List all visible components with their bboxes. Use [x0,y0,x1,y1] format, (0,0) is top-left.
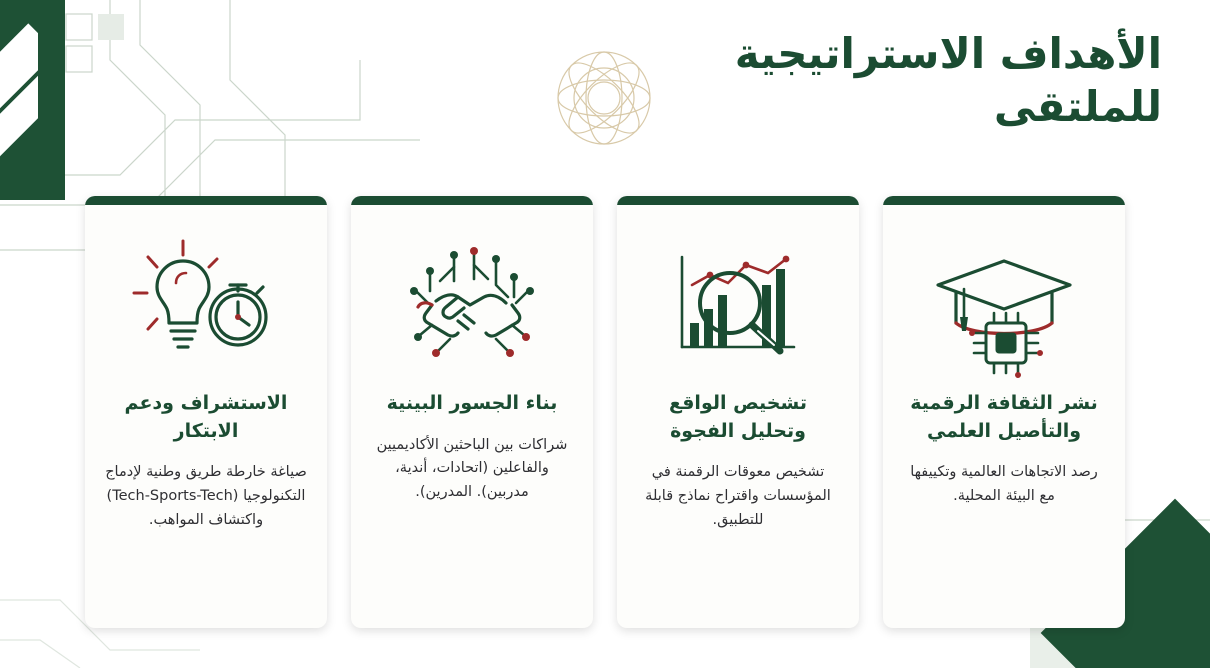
corner-decoration-top-left [0,0,120,200]
goal-card-title: تشخيص الواقع وتحليل الفجوة [669,392,807,442]
page-title: الأهداف الاستراتيجية للملتقى [734,29,1162,131]
lightbulb-stopwatch-icon [105,234,307,384]
graduation-cap-chip-icon [903,234,1105,384]
goal-card-title: الاستشراف ودعم الابتكار [124,392,288,442]
goal-card-title: بناء الجسور البينية [386,392,558,414]
page-header [602,28,1162,133]
goal-card-diagnosis[interactable] [617,196,859,628]
goals-card-list [0,196,1210,628]
goal-card-description: شراكات بين الباحثين الأكاديميين والفاعلين (اتحادات، أندية، مدربين). المدرين). [376,436,568,501]
goal-card-description: رصد الاتجاهات العالمية وتكييفها مع البيئة المحلية. [910,464,1098,505]
goal-card-digital-culture[interactable] [883,196,1125,628]
goal-card-description: تشخيص معوقات الرقمنة في المؤسسات واقتراح نماذج قابلة للتطبيق. [645,464,831,528]
goal-card-title: نشر الثقافة الرقمية والتأصيل العلمي [910,392,1098,442]
goal-card-innovation[interactable] [85,196,327,628]
chart-magnifier-icon [637,234,839,384]
goal-card-description: صياغة خارطة طريق وطنية لإدماج التكنولوجيا (Tech-Sports-Tech) واكتشاف المواهب. [105,464,307,528]
handshake-circuit-icon [371,234,573,384]
goal-card-bridges[interactable] [351,196,593,628]
